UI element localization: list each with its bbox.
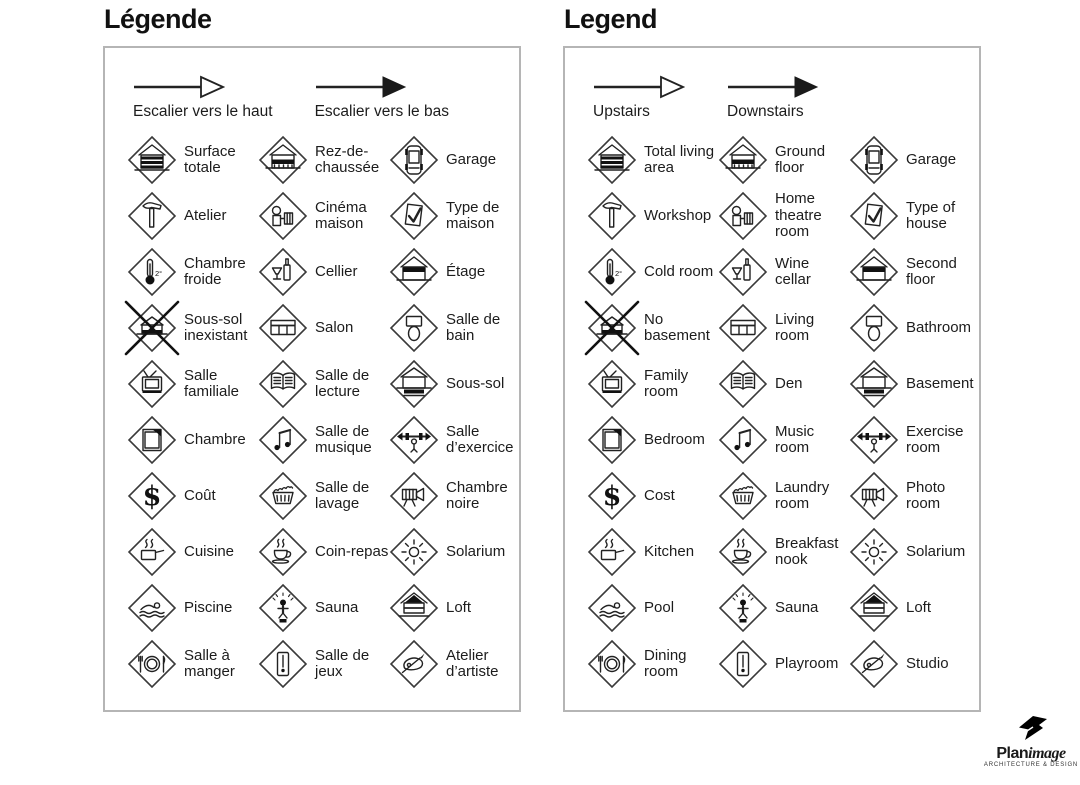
cost-icon	[127, 471, 177, 521]
pool-icon	[587, 583, 637, 633]
legend-item-label: Wine cellar	[775, 254, 811, 288]
legend-item	[849, 300, 980, 356]
legend-item-label: Pool	[644, 598, 675, 616]
total-living-area-icon	[587, 135, 637, 185]
svg-text:$: $	[602, 481, 622, 512]
garage-icon	[849, 135, 899, 185]
type-of-house-icon	[389, 191, 439, 241]
total-living-area-icon	[127, 135, 177, 185]
playroom-icon	[718, 639, 768, 689]
kitchen-icon	[127, 527, 177, 577]
legend-item	[718, 244, 849, 300]
sauna-icon	[258, 583, 308, 633]
legend-item	[389, 300, 520, 356]
planimage-wordmark	[983, 746, 1079, 761]
legend-item	[389, 468, 520, 524]
legend-item-label: Den	[775, 374, 803, 392]
legend-item	[718, 132, 849, 188]
legend-item	[389, 244, 520, 300]
down-arrow-icon	[727, 74, 819, 100]
logo-image-text: image	[1028, 745, 1066, 762]
legend-item	[389, 188, 520, 244]
bedroom-icon	[127, 415, 177, 465]
stairs-up-label: Upstairs	[593, 103, 650, 120]
stairs-down-label: Downstairs	[727, 103, 804, 120]
cold-room-icon	[587, 247, 637, 297]
home-theatre-icon	[258, 191, 308, 241]
legend-item	[718, 524, 849, 580]
down-arrow-icon	[315, 74, 407, 100]
legend-item	[389, 580, 520, 636]
legend-item-label: Studio	[906, 654, 949, 672]
legend-item	[718, 188, 849, 244]
planimage-logo	[983, 716, 1079, 778]
legend-item-label: Loft	[446, 598, 472, 616]
legend-item-label: Workshop	[644, 206, 712, 224]
legend-item-label: Chambre	[184, 430, 246, 448]
living-room-icon	[718, 303, 768, 353]
legend-item	[587, 300, 718, 356]
legend-item	[718, 636, 849, 692]
legend-item-label: Ground floor	[775, 142, 826, 176]
wine-cellar-icon	[718, 247, 768, 297]
home-theatre-icon	[718, 191, 768, 241]
legend-item	[849, 356, 980, 412]
legend-item-label: Chambre noire	[446, 478, 508, 512]
basement-icon	[389, 359, 439, 409]
legend-item	[127, 188, 258, 244]
legend-item-label: Family room	[644, 366, 689, 400]
laundry-room-icon	[258, 471, 308, 521]
legend-item	[258, 468, 389, 524]
loft-icon	[849, 583, 899, 633]
legend-item-label: Type of house	[906, 198, 956, 232]
legend-item-label: Cellier	[315, 262, 358, 280]
legend-item	[849, 188, 980, 244]
legend-item-label: Salon	[315, 318, 354, 336]
legend-item-label: Chambre froide	[184, 254, 246, 288]
legend-item	[587, 188, 718, 244]
logo-plan-text: Plan	[996, 745, 1029, 762]
legend-item-label: Salle de lavage	[315, 478, 370, 512]
legend-item	[127, 412, 258, 468]
sauna-icon	[718, 583, 768, 633]
breakfast-nook-icon	[718, 527, 768, 577]
legend-item	[718, 300, 849, 356]
solarium-icon	[849, 527, 899, 577]
legend-item	[718, 412, 849, 468]
legend-item-label: Rez-de-chaussée	[315, 142, 380, 176]
legend-item	[258, 580, 389, 636]
legend-item-label: Home theatre room	[775, 190, 822, 241]
legend-item-label: Salle de jeux	[315, 646, 370, 680]
legend-item	[389, 524, 520, 580]
ground-floor-icon	[718, 135, 768, 185]
legend-item	[127, 356, 258, 412]
legend-item-label: Garage	[446, 150, 497, 168]
legend-item-label: Solarium	[906, 542, 966, 560]
panel-title-french: Légende	[104, 4, 212, 34]
legend-item-label: Laundry room	[775, 478, 830, 512]
music-room-icon	[718, 415, 768, 465]
family-room-icon	[127, 359, 177, 409]
stairs-down-entry	[315, 74, 449, 120]
loft-icon	[389, 583, 439, 633]
legend-item-label: Garage	[906, 150, 957, 168]
kitchen-icon	[587, 527, 637, 577]
legend-item-label: Sous-sol	[446, 374, 505, 392]
laundry-room-icon	[718, 471, 768, 521]
legend-item	[127, 300, 258, 356]
type-of-house-icon	[849, 191, 899, 241]
legend-item-label: Living room	[775, 310, 815, 344]
legend-item	[718, 468, 849, 524]
legend-item-label: Salle à manger	[184, 646, 235, 680]
legend-item	[127, 244, 258, 300]
studio-icon	[849, 639, 899, 689]
playroom-icon	[258, 639, 308, 689]
legend-item-label: Salle familiale	[184, 366, 240, 400]
legend-item-label: Cold room	[644, 262, 714, 280]
legend-item-label: Salle de musique	[315, 422, 372, 456]
legend-item	[587, 244, 718, 300]
legend-item-label: Playroom	[775, 654, 839, 672]
legend-item	[849, 524, 980, 580]
legend-item-label: Salle de bain	[446, 310, 501, 344]
legend-item	[127, 636, 258, 692]
living-room-icon	[258, 303, 308, 353]
stairs-up-entry	[133, 74, 273, 120]
breakfast-nook-icon	[258, 527, 308, 577]
legend-item	[849, 244, 980, 300]
legend-item-label: Cinéma maison	[315, 198, 367, 232]
legend-item	[389, 132, 520, 188]
legend-item-label: Second floor	[906, 254, 957, 288]
cold-room-icon	[127, 247, 177, 297]
legend-item-label: Loft	[906, 598, 932, 616]
legend-item-label: Exercise room	[906, 422, 964, 456]
legend-item	[587, 580, 718, 636]
legend-item	[389, 636, 520, 692]
legend-item-label: Salle de lecture	[315, 366, 370, 400]
legend-item-label: Type de maison	[446, 198, 500, 232]
legend-item	[587, 412, 718, 468]
legend-item	[127, 132, 258, 188]
legend-item	[258, 300, 389, 356]
stairs-up-label: Escalier vers le haut	[133, 103, 273, 120]
legend-panel-english	[563, 4, 981, 712]
legend-item	[258, 132, 389, 188]
legend-item-label: Atelier d’artiste	[446, 646, 499, 680]
stairs-down-entry	[727, 74, 819, 120]
second-floor-icon	[849, 247, 899, 297]
legend-item	[127, 580, 258, 636]
wine-cellar-icon	[258, 247, 308, 297]
legend-item	[849, 468, 980, 524]
photo-room-icon	[389, 471, 439, 521]
legend-item-label: Salle d’exercice	[446, 422, 514, 456]
legend-item	[258, 412, 389, 468]
planimage-logo-mark-icon	[1012, 716, 1050, 746]
legend-item-label: Coût	[184, 486, 216, 504]
legend-item-label: Étage	[446, 262, 486, 280]
exercise-room-icon	[389, 415, 439, 465]
second-floor-icon	[389, 247, 439, 297]
legend-item-label: Piscine	[184, 598, 233, 616]
legend-item	[849, 580, 980, 636]
legend-item	[718, 356, 849, 412]
no-basement-icon	[587, 303, 637, 353]
legend-item	[258, 188, 389, 244]
legend-item	[718, 580, 849, 636]
stairs-arrows	[593, 74, 819, 120]
legend-item	[587, 524, 718, 580]
legend-item-label: Bathroom	[906, 318, 972, 336]
up-arrow-icon	[133, 74, 225, 100]
legend-item	[258, 244, 389, 300]
legend-item	[849, 132, 980, 188]
panel-title-english: Legend	[564, 4, 658, 34]
legend-item	[587, 468, 718, 524]
legend-item-label: Photo room	[906, 478, 946, 512]
legend-item	[258, 356, 389, 412]
stairs-up-entry	[593, 74, 685, 120]
legend-item	[587, 132, 718, 188]
photo-room-icon	[849, 471, 899, 521]
legend-item-label: Sauna	[315, 598, 359, 616]
legend-item-label: Basement	[906, 374, 974, 392]
family-room-icon	[587, 359, 637, 409]
legend-item-label: Surface totale	[184, 142, 236, 176]
svg-text:2°: 2°	[155, 269, 163, 278]
bedroom-icon	[587, 415, 637, 465]
den-icon	[258, 359, 308, 409]
exercise-room-icon	[849, 415, 899, 465]
legend-item-label: Breakfast nook	[775, 534, 839, 568]
legend-item-label: Music room	[775, 422, 815, 456]
legend-item	[849, 636, 980, 692]
legend-item	[587, 636, 718, 692]
up-arrow-icon	[593, 74, 685, 100]
dining-room-icon	[127, 639, 177, 689]
legend-item-label: No basement	[644, 310, 710, 344]
legend-item	[587, 356, 718, 412]
legend-item-label: Bedroom	[644, 430, 705, 448]
dining-room-icon	[587, 639, 637, 689]
cost-icon	[587, 471, 637, 521]
workshop-icon	[587, 191, 637, 241]
legend-item	[258, 524, 389, 580]
legend-item	[127, 524, 258, 580]
solarium-icon	[389, 527, 439, 577]
workshop-icon	[127, 191, 177, 241]
svg-text:2°: 2°	[615, 269, 623, 278]
basement-icon	[849, 359, 899, 409]
legend-item	[258, 636, 389, 692]
panel-box-english	[563, 46, 981, 712]
legend-item-label: Sous-sol inexistant	[184, 310, 248, 344]
logo-tagline: ARCHITECTURE & DESIGN	[983, 762, 1079, 768]
ground-floor-icon	[258, 135, 308, 185]
legend-item-label: Cost	[644, 486, 675, 504]
music-room-icon	[258, 415, 308, 465]
legend-item	[389, 356, 520, 412]
pool-icon	[127, 583, 177, 633]
den-icon	[718, 359, 768, 409]
svg-text:$: $	[142, 481, 162, 512]
legend-item-label: Total living area	[644, 142, 715, 176]
legend-items-grid-english	[587, 132, 980, 692]
legend-item-label: Cuisine	[184, 542, 235, 560]
no-basement-icon	[127, 303, 177, 353]
legend-item-label: Sauna	[775, 598, 819, 616]
stairs-down-label: Escalier vers le bas	[314, 103, 449, 120]
legend-item-label: Solarium	[446, 542, 506, 560]
legend-item	[389, 412, 520, 468]
legend-panel-french	[103, 4, 521, 712]
legend-item-label: Atelier	[184, 206, 227, 224]
legend-item	[849, 412, 980, 468]
panel-box-french	[103, 46, 521, 712]
legend-item-label: Coin-repas	[315, 542, 389, 560]
legend-items-grid-french	[127, 132, 520, 692]
legend-item-label: Kitchen	[644, 542, 695, 560]
stairs-arrows	[133, 74, 449, 120]
garage-icon	[389, 135, 439, 185]
studio-icon	[389, 639, 439, 689]
legend-item	[127, 468, 258, 524]
bathroom-icon	[849, 303, 899, 353]
bathroom-icon	[389, 303, 439, 353]
legend-item-label: Dining room	[644, 646, 687, 680]
